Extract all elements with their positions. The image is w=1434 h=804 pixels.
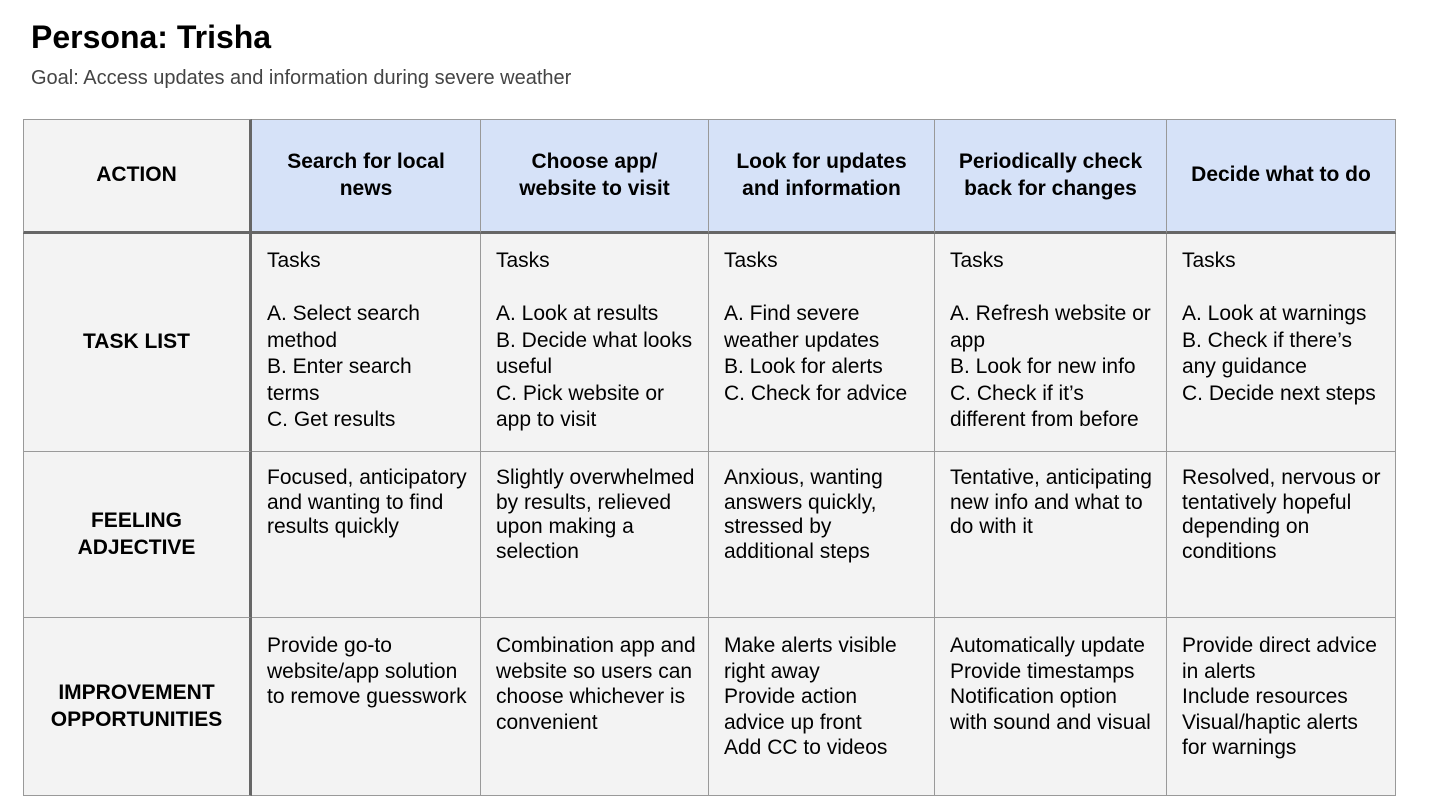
task-list-cell-1: Tasks A. Select search method B. Enter search terms C. Get results	[252, 234, 481, 452]
page-subtitle: Goal: Access updates and information during severe weather	[31, 67, 572, 89]
task-list-cell-4: Tasks A. Refresh website or app B. Look for new info C. Check if it’s different from before	[935, 234, 1167, 452]
task-list-cell-5: Tasks A. Look at warnings B. Check if there’s any guidance C. Decide next steps	[1167, 234, 1396, 452]
feeling-cell-2: Slightly overwhelmed by results, relieved upon making a selection	[481, 452, 709, 618]
row-label-action: ACTION	[23, 119, 252, 234]
action-header-3: Look for updates and information	[709, 119, 935, 234]
task-list-cell-3: Tasks A. Find severe weather updates B. Look for alerts C. Check for advice	[709, 234, 935, 452]
improvement-cell-1: Provide go-to website/app solution to remove guesswork	[252, 618, 481, 796]
improvement-cell-3: Make alerts visible right away Provide action advice up front Add CC to videos	[709, 618, 935, 796]
task-list-cell-2: Tasks A. Look at results B. Decide what looks useful C. Pick website or app to visit	[481, 234, 709, 452]
action-header-1: Search for local news	[252, 119, 481, 234]
feeling-cell-1: Focused, anticipatory and wanting to find results quickly	[252, 452, 481, 618]
journey-map-table	[23, 119, 1396, 796]
improvement-cell-2: Combination app and website so users can choose whichever is convenient	[481, 618, 709, 796]
row-label-feeling-adjective: FEELING ADJECTIVE	[23, 452, 252, 618]
action-header-4: Periodically check back for changes	[935, 119, 1167, 234]
action-header-5: Decide what to do	[1167, 119, 1396, 234]
improvement-cell-4: Automatically update Provide timestamps Notification option with sound and visual	[935, 618, 1167, 796]
feeling-cell-4: Tentative, anticipating new info and what to do with it	[935, 452, 1167, 618]
feeling-cell-3: Anxious, wanting answers quickly, stressed by additional steps	[709, 452, 935, 618]
feeling-cell-5: Resolved, nervous or tentatively hopeful depending on conditions	[1167, 452, 1396, 618]
improvement-cell-5: Provide direct advice in alerts Include resources Visual/haptic alerts for warnings	[1167, 618, 1396, 796]
row-label-task-list: TASK LIST	[23, 234, 252, 452]
page-title: Persona: Trisha	[31, 19, 272, 55]
row-label-improvement-opportunities: IMPROVEMENT OPPORTUNITIES	[23, 618, 252, 796]
action-header-2: Choose app/ website to visit	[481, 119, 709, 234]
